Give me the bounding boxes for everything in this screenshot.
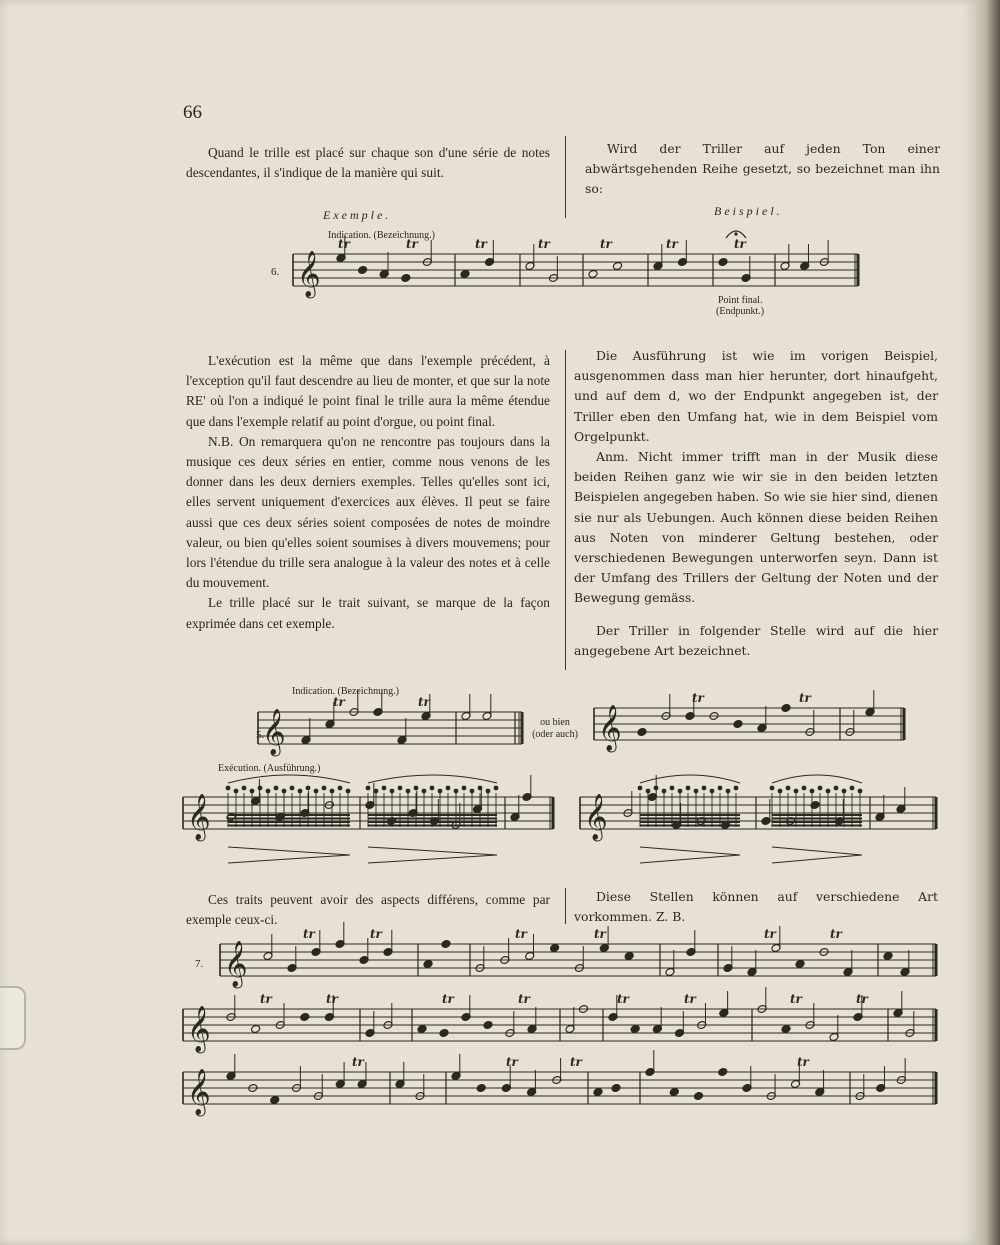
note-head bbox=[702, 786, 707, 791]
note-head bbox=[476, 1084, 486, 1093]
note-head bbox=[686, 786, 691, 791]
note-head bbox=[423, 960, 433, 969]
note-head bbox=[612, 262, 622, 271]
note-head bbox=[417, 1025, 427, 1034]
note-head bbox=[710, 789, 715, 794]
trill-mark: tr bbox=[475, 237, 487, 251]
note-head bbox=[298, 789, 303, 794]
note-head bbox=[441, 940, 451, 949]
note-head bbox=[858, 789, 863, 794]
note-head bbox=[454, 789, 459, 794]
treble-clef-icon: 𝄞 bbox=[598, 705, 622, 751]
note-head bbox=[322, 786, 327, 791]
treble-clef-icon: 𝄞 bbox=[297, 251, 321, 297]
oder-auch-text: (oder auch) bbox=[532, 729, 578, 740]
execution-german-p2: Anm. Nicht immer trifft man in der Musik diese beiden Reihen ganz wie wir sie in den beiden letzten Beispielen angegeben haben. So wie sie hier sind, dienen sie nur als Uebungen. Auch können diese beiden Reihen aus Noten von minderer Geltung bestehen, oder verschiedenen Bewegungen unterworfen seyn. Dann ist der Umfang des Trillers der Geltung der Noten und der Bewegung gemäss. bbox=[574, 449, 938, 606]
trill-mark: tr bbox=[518, 992, 530, 1006]
note-head bbox=[406, 789, 411, 794]
example-number-7: 7. bbox=[195, 958, 204, 970]
note-head bbox=[850, 786, 855, 791]
note-head bbox=[694, 789, 699, 794]
note-head bbox=[234, 789, 239, 794]
note-head bbox=[300, 1013, 310, 1022]
endpunkt-label: (Endpunkt.) bbox=[716, 306, 765, 317]
note-head bbox=[226, 786, 231, 791]
trill-mark: tr bbox=[338, 237, 350, 251]
trill-mark: tr bbox=[594, 927, 606, 941]
fermata-dot bbox=[734, 232, 737, 235]
outro-french-text: Ces traits peuvent avoir des aspects différens, comme par exemple ceux-ci. bbox=[186, 892, 550, 928]
trill-mark: tr bbox=[684, 992, 696, 1006]
note-head bbox=[588, 270, 598, 279]
intro-german-text: Wird der Triller auf jeden Ton einer abwärtsgehenden Reihe gesetzt, so bezeichnet man ihn so: bbox=[585, 141, 940, 197]
execution-german-p3: Der Triller in folgender Stelle wird auf die hier angegebene Art bezeichnet. bbox=[574, 622, 938, 658]
note-head bbox=[662, 789, 667, 794]
note-head bbox=[422, 789, 427, 794]
note-head bbox=[883, 952, 893, 961]
trill-mark: tr bbox=[303, 927, 315, 941]
slur bbox=[772, 775, 862, 783]
note-head bbox=[274, 786, 279, 791]
note-head bbox=[781, 704, 791, 713]
trill-mark: tr bbox=[692, 691, 704, 705]
note-head bbox=[270, 1096, 280, 1105]
trill-mark: tr bbox=[570, 1055, 582, 1069]
slur bbox=[228, 775, 350, 783]
trill-mark: tr bbox=[617, 992, 629, 1006]
note-head bbox=[414, 786, 419, 791]
note-head bbox=[306, 786, 311, 791]
slur bbox=[368, 775, 497, 783]
treble-clef-icon: 𝄞 bbox=[262, 709, 286, 755]
ou-bien-text: ou bien bbox=[540, 717, 570, 728]
note-head bbox=[693, 1092, 703, 1101]
note-head bbox=[818, 786, 823, 791]
note-head bbox=[826, 789, 831, 794]
note-head bbox=[638, 786, 643, 791]
note-head bbox=[358, 266, 368, 275]
trill-mark: tr bbox=[326, 992, 338, 1006]
page-number: 66 bbox=[183, 102, 202, 123]
treble-clef-icon: 𝄞 bbox=[584, 794, 608, 840]
treble-clef-icon: 𝄞 bbox=[187, 1006, 211, 1052]
point-final-label: Point final. bbox=[718, 295, 763, 306]
note-head bbox=[438, 789, 443, 794]
note-head bbox=[637, 728, 647, 737]
note-head bbox=[470, 789, 475, 794]
example-number-5: 5. bbox=[256, 729, 265, 741]
note-head bbox=[250, 789, 255, 794]
trill-mark: tr bbox=[352, 1055, 364, 1069]
note-head bbox=[624, 952, 634, 961]
trill-mark: tr bbox=[830, 927, 842, 941]
note-head bbox=[242, 786, 247, 791]
note-head bbox=[654, 786, 659, 791]
trill-mark: tr bbox=[406, 237, 418, 251]
trill-mark: tr bbox=[734, 237, 746, 251]
note-head bbox=[593, 1088, 603, 1097]
trill-mark: tr bbox=[799, 691, 811, 705]
intro-french-text: Quand le trille est placé sur chaque son d'une série de notes descendantes, il s'indique de la manière qui suit. bbox=[186, 145, 550, 181]
trill-mark: tr bbox=[333, 695, 345, 709]
note-head bbox=[401, 274, 411, 283]
indication-label-6: Indication. (Bezeichnung.) bbox=[328, 230, 435, 241]
note-head bbox=[810, 801, 820, 810]
decrescendo-hairpin bbox=[640, 847, 740, 863]
note-head bbox=[550, 944, 560, 953]
trill-mark: tr bbox=[600, 237, 612, 251]
note-head bbox=[382, 786, 387, 791]
note-head bbox=[795, 960, 805, 969]
note-head bbox=[794, 789, 799, 794]
note-head bbox=[366, 786, 371, 791]
note-head bbox=[630, 1025, 640, 1034]
treble-clef-icon: 𝄞 bbox=[224, 941, 248, 987]
note-head bbox=[494, 786, 499, 791]
execution-label: Exécution. (Ausführung.) bbox=[218, 763, 321, 774]
execution-german-p1: Die Ausführung ist wie im vorigen Beispiel, ausgenommen dass man hier herunter, dort hinaufgeht, und auf dem d, wo der Endpunkt angegeben ist, der Triller eben den Umfang hat, wie in dem Beispiel vom Orgelpunkt. bbox=[574, 348, 938, 444]
execution-french-p2: N.B. On remarquera qu'on ne rencontre pas toujours dans la musique ces deux séries en entier, comme nous venons de les donner dans les deux derniers exemples. Telles qu'elles sont ici, elles servent uniquement d'exercices aux élèves. Il peut se faire aussi que ces deux séries soient composées de notes de moindre valeur, ou bien qu'elles soient soumises à divers mouvemens; pour lors l'étendue du trille sera analogue à la valeur des notes et à celle du mouvement. bbox=[186, 433, 550, 591]
trill-mark: tr bbox=[797, 1055, 809, 1069]
decrescendo-hairpin bbox=[228, 847, 350, 863]
note-head bbox=[802, 786, 807, 791]
trill-mark: tr bbox=[856, 992, 868, 1006]
slur bbox=[640, 775, 740, 783]
note-head bbox=[374, 789, 379, 794]
note-head bbox=[718, 1068, 728, 1077]
note-head bbox=[486, 789, 491, 794]
note-head bbox=[430, 786, 435, 791]
decrescendo-hairpin bbox=[368, 847, 497, 863]
example-number-6: 6. bbox=[271, 266, 280, 278]
decrescendo-hairpin bbox=[772, 847, 862, 863]
note-head bbox=[398, 786, 403, 791]
note-head bbox=[834, 786, 839, 791]
note-head bbox=[390, 789, 395, 794]
note-head bbox=[338, 786, 343, 791]
note-head bbox=[439, 1029, 449, 1038]
note-head bbox=[810, 789, 815, 794]
note-head bbox=[726, 789, 731, 794]
note-head bbox=[770, 786, 775, 791]
treble-clef-icon: 𝄞 bbox=[187, 1069, 211, 1115]
note-head bbox=[778, 789, 783, 794]
trill-mark: tr bbox=[515, 927, 527, 941]
note-head bbox=[258, 786, 263, 791]
note-head bbox=[226, 813, 236, 822]
trill-mark: tr bbox=[764, 927, 776, 941]
note-head bbox=[478, 786, 483, 791]
note-head bbox=[786, 786, 791, 791]
note-head bbox=[842, 789, 847, 794]
trill-mark: tr bbox=[370, 927, 382, 941]
note-head bbox=[282, 789, 287, 794]
note-head bbox=[346, 789, 351, 794]
trill-mark: tr bbox=[538, 237, 550, 251]
note-head bbox=[460, 270, 470, 279]
note-head bbox=[718, 786, 723, 791]
note-head bbox=[733, 720, 743, 729]
note-head bbox=[290, 786, 295, 791]
outro-german-text: Diese Stellen können auf verschiedene Art vorkommen. Z. B. bbox=[574, 889, 938, 925]
trill-mark: tr bbox=[442, 992, 454, 1006]
trill-mark: tr bbox=[666, 237, 678, 251]
execution-french-p3: Le trille placé sur le trait suivant, se marque de la façon exprimée dans cet exemple. bbox=[186, 595, 550, 631]
trill-mark: tr bbox=[260, 992, 272, 1006]
note-head bbox=[669, 1088, 679, 1097]
note-head bbox=[678, 789, 683, 794]
note-head bbox=[330, 789, 335, 794]
note-head bbox=[462, 786, 467, 791]
note-head bbox=[734, 786, 739, 791]
beispiel-label: Beispiel. bbox=[714, 204, 783, 218]
indication-label-5: Indication. (Bezeichnung.) bbox=[292, 686, 399, 697]
note-head bbox=[670, 786, 675, 791]
treble-clef-icon: 𝄞 bbox=[187, 794, 211, 840]
trill-mark: tr bbox=[506, 1055, 518, 1069]
exemple-label: Exemple. bbox=[323, 208, 392, 222]
note-head bbox=[718, 258, 728, 267]
note-head bbox=[446, 786, 451, 791]
trill-mark: tr bbox=[790, 992, 802, 1006]
note-head bbox=[611, 1084, 621, 1093]
note-head bbox=[646, 789, 651, 794]
note-head bbox=[483, 1021, 493, 1030]
note-head bbox=[266, 789, 271, 794]
execution-french-p1: L'exécution est la même que dans l'exemple précédent, à l'exception qu'il faut descendre au lieu de monter, et que sur la note RE' où l'on a indiqué le point final le trille aura la même étendue que dans l'exemple relatif au point d'orgue, ou point final. bbox=[186, 353, 550, 429]
note-head bbox=[781, 1025, 791, 1034]
note-head bbox=[251, 1025, 261, 1034]
trill-mark: tr bbox=[418, 695, 430, 709]
note-head bbox=[314, 789, 319, 794]
